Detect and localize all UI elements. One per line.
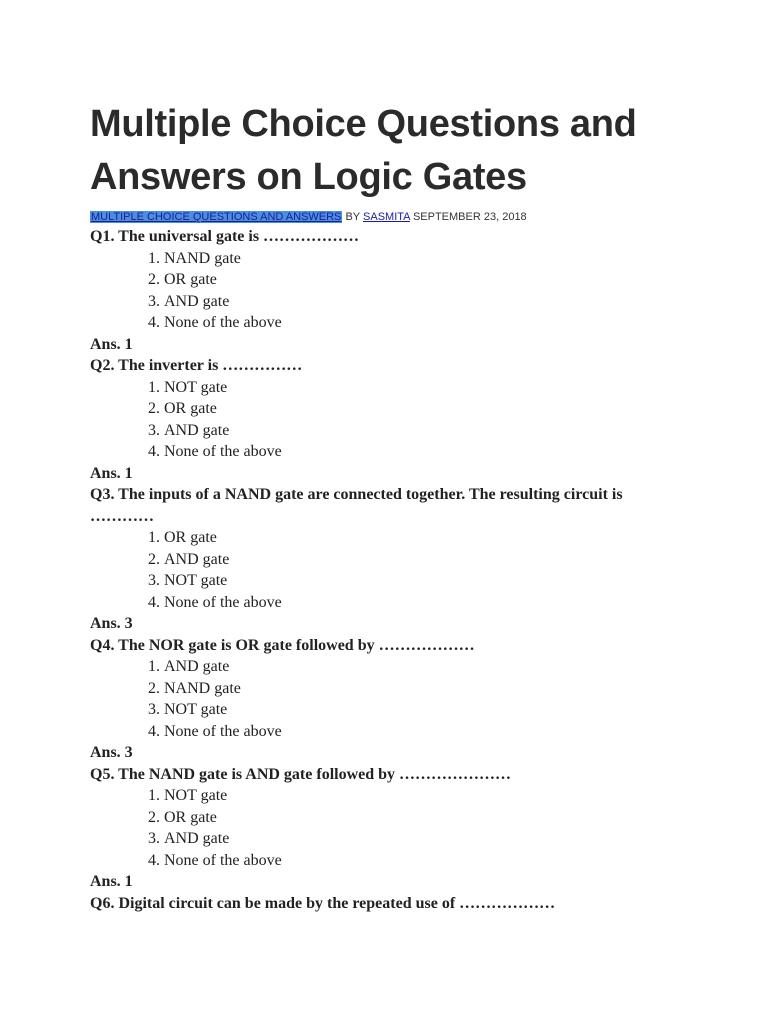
question-1: Q1. The universal gate is ……………… [90, 228, 360, 245]
author-link[interactable]: SASMITA [363, 211, 410, 223]
category-link[interactable]: MULTIPLE CHOICE QUESTIONS AND ANSWERS [91, 211, 342, 223]
option: 2. OR gate [164, 269, 650, 291]
question-6: Q6. Digital circuit can be made by the repeated use of ……………… [90, 894, 556, 912]
article-meta [90, 210, 527, 224]
option: 3. AND gate [164, 420, 650, 442]
options-list-3 [90, 527, 650, 613]
option: 3. AND gate [164, 291, 650, 313]
options-list-4 [90, 656, 650, 742]
option: 1. NOT gate [164, 785, 650, 807]
answer-5: Ans. 1 [90, 873, 133, 890]
answer-3: Ans. 3 [90, 615, 133, 632]
option: 4. None of the above [164, 441, 650, 463]
options-list-5 [90, 785, 650, 871]
publish-date: SEPTEMBER 23, 2018 [412, 211, 527, 223]
option: 3. AND gate [164, 828, 650, 850]
option: 3. NOT gate [164, 699, 650, 721]
option: 1. AND gate [164, 656, 650, 678]
answer-2: Ans. 1 [90, 464, 133, 482]
option: 2. NAND gate [164, 678, 650, 700]
question-4: Q4. The NOR gate is OR gate followed by ……………… [90, 636, 475, 654]
option: 4. None of the above [164, 850, 650, 872]
article-title: Multiple Choice Questions and Answers on Logic Gates [90, 103, 637, 198]
options-list-1 [90, 248, 650, 334]
options-list-2 [90, 377, 650, 463]
option: 1. NAND gate [164, 248, 650, 270]
option: 4. None of the above [164, 721, 650, 743]
by-label: BY [345, 211, 360, 223]
answer-4: Ans. 3 [90, 744, 133, 761]
option: 2. OR gate [164, 807, 650, 829]
option: 1. OR gate [164, 527, 650, 549]
question-5: Q5. The NAND gate is AND gate followed by ………………… [90, 765, 512, 783]
option: 3. NOT gate [164, 570, 650, 592]
answer-1: Ans. 1 [90, 335, 133, 353]
question-3: Q3. The inputs of a NAND gate are connected together. The resulting circuit is ………… [90, 486, 623, 525]
option: 2. OR gate [164, 398, 650, 420]
option: 2. AND gate [164, 549, 650, 571]
article-content [90, 226, 650, 914]
option: 4. None of the above [164, 592, 650, 614]
question-2: Q2. The inverter is …………… [90, 357, 303, 374]
option: 4. None of the above [164, 312, 650, 334]
option: 1. NOT gate [164, 377, 650, 399]
